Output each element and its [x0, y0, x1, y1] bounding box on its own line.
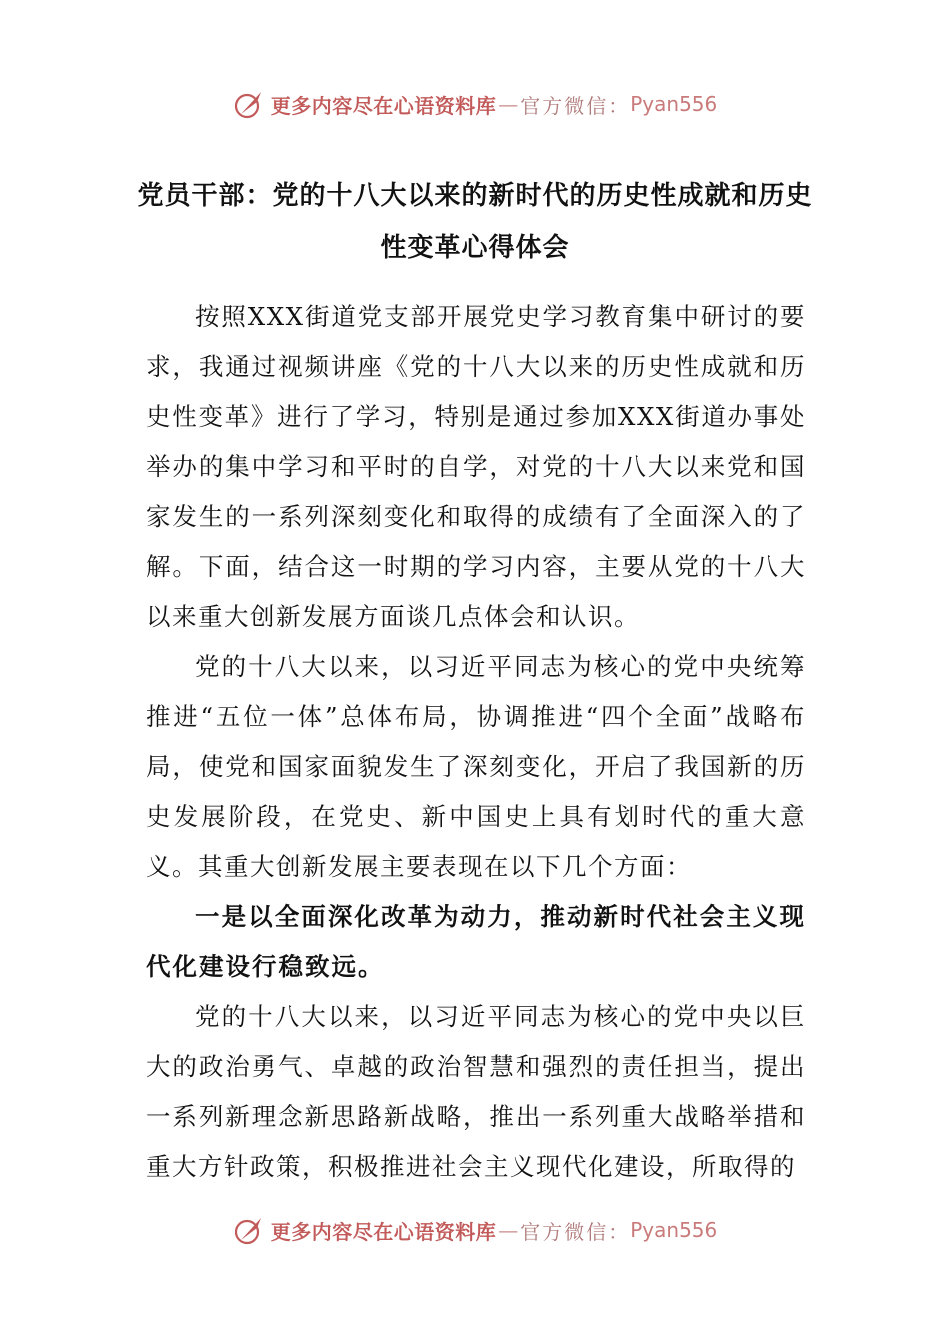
watermark-dash: — — [498, 1218, 519, 1242]
watermark-site: 更多内容尽在心语资料库 — [270, 1219, 497, 1244]
paragraph-1: 按照XXX街道党支部开展党史学习教育集中研讨的要求，我通过视频讲座《党的十八大以来的历史性成就和历史性变革》进行了学习，特别是通过参加XXX街道办事处举办的集中学习和平时的自学，对党的十八大以来党和国家发生的一系列深刻变化和取得的成绩有了全面深入的了解。下面，结合这一时期的学习内容，主要从党的十八大以来重大创新发展方面谈几点体会和认识。 — [146, 302, 806, 631]
quill-logo-icon — [233, 1214, 265, 1246]
title-line-1: 党员干部：党的十八大以来的新时代的历史性成就和历史 — [137, 181, 813, 211]
watermark-wechat-id: Pyan556 — [630, 92, 718, 116]
paragraph-2: 党的十八大以来，以习近平同志为核心的党中央统筹推进“五位一体”总体布局，协调推进“四个全面”战略布局，使党和国家面貌发生了深刻变化，开启了我国新的历史发展阶段，在党史、新中国史上具有划时代的重大意义。其重大创新发展主要表现在以下几个方面： — [146, 652, 806, 881]
section-heading-1: 一是以全面深化改革为动力，推动新时代社会主义现代化建设行稳致远。 — [146, 902, 806, 981]
watermark-wechat-id: Pyan556 — [630, 1218, 718, 1242]
watermark-wechat-label: 官方微信： — [520, 93, 631, 118]
watermark-banner-bottom — [0, 1210, 950, 1250]
document-title — [100, 170, 850, 274]
quill-logo-icon — [233, 88, 265, 120]
paragraph-3: 党的十八大以来，以习近平同志为核心的党中央以巨大的政治勇气、卓越的政治智慧和强烈的责任担当，提出一系列新理念新思路新战略，推出一系列重大战略举措和重大方针政策，积极推进社会主义现代化建设，所取得的 — [146, 1002, 806, 1181]
watermark-site: 更多内容尽在心语资料库 — [270, 93, 497, 118]
title-line-2: 性变革心得体会 — [380, 233, 570, 263]
document-body — [146, 292, 806, 1192]
watermark-dash: — — [498, 92, 519, 116]
watermark-banner-top — [0, 84, 950, 124]
watermark-wechat-label: 官方微信： — [520, 1219, 631, 1244]
